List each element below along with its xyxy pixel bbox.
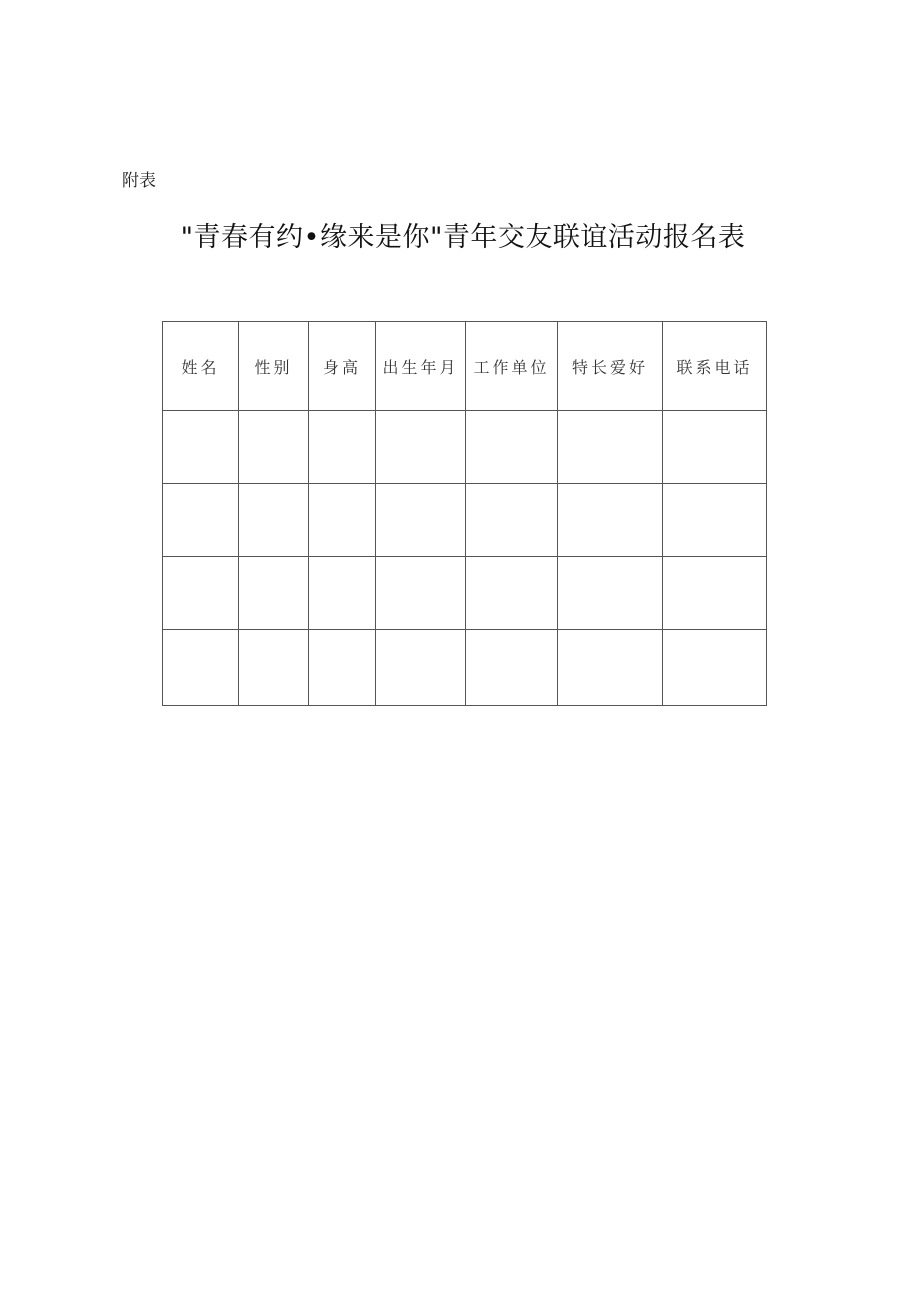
phone-cell[interactable] [663, 630, 767, 706]
height-cell[interactable] [309, 411, 376, 484]
gender-cell[interactable] [239, 484, 309, 557]
header-gender: 性别 [239, 322, 309, 411]
height-cell[interactable] [309, 484, 376, 557]
workplace-cell[interactable] [466, 557, 558, 630]
hobbies-cell[interactable] [558, 484, 663, 557]
table-row [163, 484, 767, 557]
birth-date-cell[interactable] [376, 484, 466, 557]
name-cell[interactable] [163, 630, 239, 706]
hobbies-cell[interactable] [558, 411, 663, 484]
header-name: 姓名 [163, 322, 239, 411]
birth-date-cell[interactable] [376, 630, 466, 706]
workplace-cell[interactable] [466, 411, 558, 484]
header-phone: 联系电话 [663, 322, 767, 411]
name-cell[interactable] [163, 411, 239, 484]
birth-date-cell[interactable] [376, 411, 466, 484]
birth-date-cell[interactable] [376, 557, 466, 630]
height-cell[interactable] [309, 557, 376, 630]
name-cell[interactable] [163, 557, 239, 630]
table-row [163, 630, 767, 706]
phone-cell[interactable] [663, 557, 767, 630]
height-cell[interactable] [309, 630, 376, 706]
header-birth-date: 出生年月 [376, 322, 466, 411]
table-header-row [163, 322, 767, 411]
workplace-cell[interactable] [466, 484, 558, 557]
gender-cell[interactable] [239, 630, 309, 706]
phone-cell[interactable] [663, 411, 767, 484]
workplace-cell[interactable] [466, 630, 558, 706]
header-workplace: 工作单位 [466, 322, 558, 411]
registration-table [162, 321, 767, 706]
hobbies-cell[interactable] [558, 630, 663, 706]
attachment-label: 附表 [122, 171, 156, 191]
header-hobbies: 特长爱好 [558, 322, 663, 411]
page-title: "青春有约•缘来是你"青年交友联谊活动报名表 [180, 222, 746, 253]
gender-cell[interactable] [239, 557, 309, 630]
phone-cell[interactable] [663, 484, 767, 557]
gender-cell[interactable] [239, 411, 309, 484]
table-row [163, 411, 767, 484]
table-row [163, 557, 767, 630]
name-cell[interactable] [163, 484, 239, 557]
hobbies-cell[interactable] [558, 557, 663, 630]
header-height: 身高 [309, 322, 376, 411]
